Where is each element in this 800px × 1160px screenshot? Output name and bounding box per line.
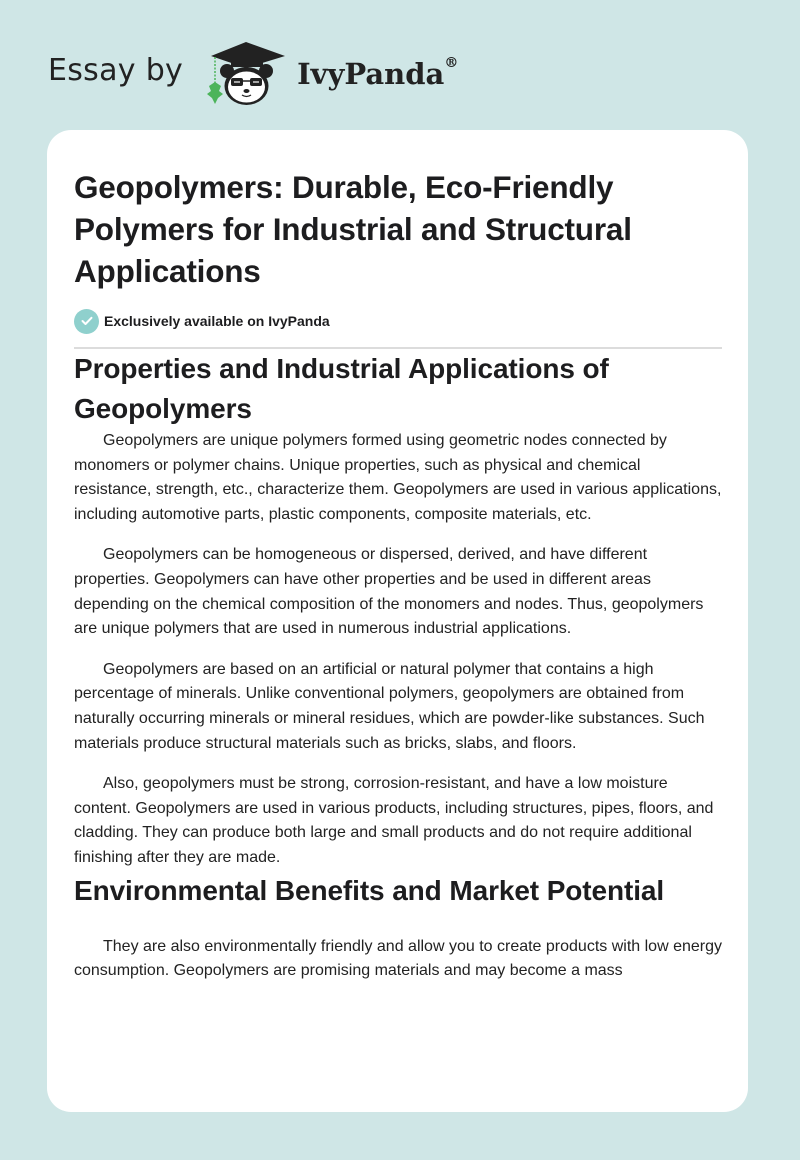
section-heading-properties: Properties and Industrial Applications of Geopolymers (74, 353, 609, 424)
brand-name (297, 57, 458, 91)
brand-name-text: IvyPanda (297, 57, 445, 91)
registered-mark: ® (444, 55, 459, 71)
essay-title: Geopolymers: Durable, Eco-Friendly Polymers for Industrial and Structural Applications (74, 169, 632, 289)
exclusive-label: Exclusively available on IvyPanda (104, 313, 330, 329)
paragraph: Geopolymers can be homogeneous or dispersed, derived, and have different properties. Geopolymers can have other properties and be used in different areas depending on the chemical composition of the monomers and nodes. Thus, geopolymers are unique polymers that are used in numerous industrial applications. (74, 546, 704, 638)
brand-prefix: Essay by (48, 52, 184, 88)
exclusive-badge (74, 308, 722, 334)
paragraph: Also, geopolymers must be strong, corrosion-resistant, and have a low moisture content. Geopolymers are used in various products, including structures, pipes, floors, and cladding. They can produce both large and small products and do not require additional finishing after they are made. (74, 775, 714, 866)
paragraph: Geopolymers are unique polymers formed using geometric nodes connected by monomers or polymer chains. Unique properties, such as physical and chemical resistance, strength, etc., characterize them. Geopolymers are used in various applications, including automotive parts, plastic components, composite materials, etc. (74, 432, 722, 523)
check-circle-icon (74, 309, 99, 334)
panda-graduate-logo-icon (201, 36, 291, 108)
paragraph: Geopolymers are based on an artificial or natural polymer that contains a high percentage of minerals. Unlike conventional polymers, geopolymers are obtained from naturally occurring minerals or mineral residues, which are powder-like substances. Such materials produce structural materials such as bricks, slabs, and floors. (74, 660, 705, 752)
brand-header (48, 36, 458, 108)
paragraph: They are also environmentally friendly and allow you to create products with low energy consumption. Geopolymers are promising materials and may become a mass (74, 937, 722, 980)
section-heading-environmental: Environmental Benefits and Market Potential (74, 874, 665, 906)
essay-card (47, 130, 748, 1112)
